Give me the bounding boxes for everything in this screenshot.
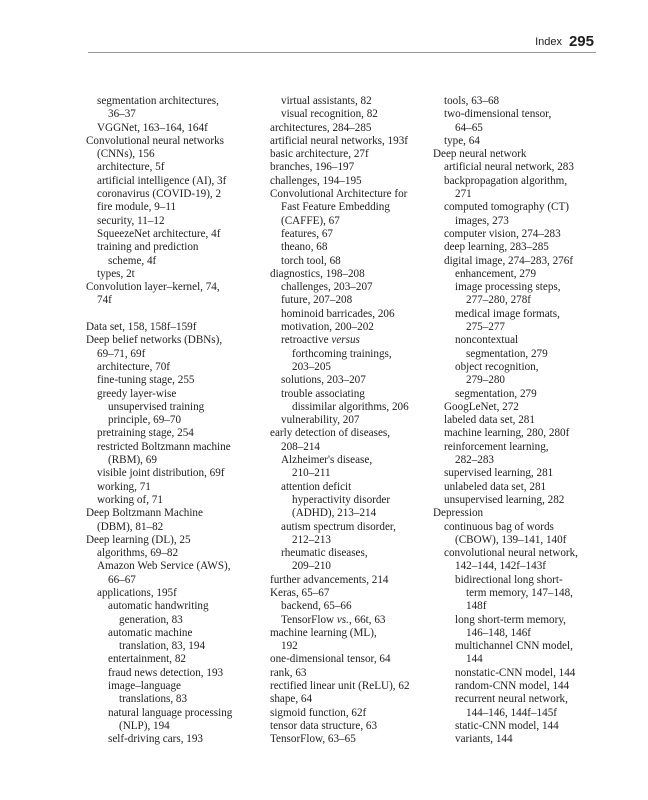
index-entry: working, 71 — [97, 480, 151, 493]
index-entry-continuation: forthcoming trainings, — [292, 347, 392, 360]
index-entry: unlabeled data set, 281 — [444, 480, 547, 493]
index-entry: sigmoid function, 62f — [270, 706, 367, 719]
index-entry: Deep belief networks (DBNs), — [86, 334, 223, 347]
index-entry: training and prediction — [97, 241, 199, 254]
index-entry: SqueezeNet architecture, 4f — [97, 227, 221, 240]
index-entry: shape, 64 — [270, 693, 313, 706]
index-entry: bidirectional long short- — [455, 573, 563, 586]
index-entry-continuation: Fast Feature Embedding — [281, 201, 390, 214]
index-entry: diagnostics, 198–208 — [270, 267, 365, 280]
index-entry-continuation: 271 — [455, 188, 472, 201]
index-entry: multichannel CNN model, — [455, 640, 573, 653]
index-entry: restricted Boltzmann machine — [97, 440, 231, 453]
index-entry: TensorFlow vs., 66t, 63 — [281, 613, 386, 626]
index-entry-continuation: term memory, 147–148, — [466, 586, 573, 599]
index-entry: Convolution layer–kernel, 74, — [86, 281, 220, 294]
index-entry: artificial neural network, 283 — [444, 161, 574, 174]
index-entry: computed tomography (CT) — [444, 201, 569, 214]
page-number: 295 — [568, 33, 594, 50]
index-entry: tools, 63–68 — [444, 95, 500, 107]
index-entry: retroactive versus — [281, 334, 360, 347]
index-entry: algorithms, 69–82 — [97, 547, 179, 560]
index-entry: type, 64 — [444, 134, 480, 147]
index-entry: segmentation architectures, — [97, 95, 219, 107]
index-entry: machine learning (ML), — [270, 626, 377, 639]
index-entry: Alzheimer's disease, — [281, 454, 373, 467]
index-entry: continuous bag of words — [444, 520, 554, 533]
index-entry: VGGNet, 163–164, 164f — [97, 121, 208, 134]
index-entry-continuation: 74f — [97, 294, 112, 307]
index-entry-continuation: 208–214 — [281, 440, 320, 453]
index-entry: branches, 196–197 — [270, 161, 355, 174]
index-entry-continuation: 203–205 — [292, 360, 331, 373]
index-entry-continuation: 142–144, 142f–143f — [455, 560, 546, 573]
index-entry: random-CNN model, 144 — [455, 680, 570, 693]
index-entry-continuation: (RBM), 69 — [108, 454, 157, 467]
index-entry: features, 67 — [281, 227, 333, 240]
index-entry-continuation: 282–283 — [455, 454, 494, 467]
index-entry: Deep learning (DL), 25 — [86, 533, 191, 546]
index-entry-continuation: hyperactivity disorder — [292, 493, 391, 506]
index-entry: virtual assistants, 82 — [281, 95, 372, 107]
index-entry: Convolutional Architecture for — [270, 188, 408, 201]
index-column-1 — [86, 95, 260, 747]
index-entry: Convolutional neural networks — [86, 134, 224, 147]
index-entry: natural language processing — [108, 706, 233, 719]
index-entry: tensor data structure, 63 — [270, 719, 378, 732]
index-entry: rank, 63 — [270, 666, 307, 679]
index-entry: autism spectrum disorder, — [281, 520, 396, 533]
index-entry: variants, 144 — [455, 733, 513, 746]
index-entry-continuation: 66–67 — [108, 573, 136, 586]
index-entry: challenges, 194–195 — [270, 174, 362, 187]
index-entry: medical image formats, — [455, 307, 560, 320]
index-entry-continuation: 212–213 — [292, 533, 331, 546]
index-entry: pretraining stage, 254 — [97, 427, 194, 440]
index-entry-continuation: 144 — [466, 653, 483, 666]
index-entry: recurrent neural network, — [455, 693, 568, 706]
index-entry-continuation: 275–277 — [466, 321, 505, 334]
index-entry-continuation: 36–37 — [108, 108, 136, 121]
index-entry: unsupervised learning, 282 — [444, 493, 565, 506]
index-entry: GoogLeNet, 272 — [444, 400, 519, 413]
index-entry-continuation: 148f — [466, 600, 487, 613]
index-entry-continuation: (ADHD), 213–214 — [292, 507, 377, 520]
index-entry-continuation: 277–280, 278f — [466, 294, 531, 307]
index-entry: Data set, 158, 158f–159f — [86, 321, 197, 334]
index-entry: automatic handwriting — [108, 600, 209, 613]
index-entry: applications, 195f — [97, 586, 177, 599]
index-entry-continuation: generation, 83 — [119, 613, 183, 626]
index-entry-continuation: 210–211 — [292, 467, 331, 480]
index-entry: object recognition, — [455, 360, 539, 373]
index-entry: long short-term memory, — [455, 613, 566, 626]
index-entry: computer vision, 274–283 — [444, 227, 561, 240]
index-entry: artificial neural networks, 193f — [270, 134, 408, 147]
index-entry: vulnerability, 207 — [281, 414, 360, 427]
index-entry-continuation: unsupervised training — [108, 400, 205, 413]
index-entry: further advancements, 214 — [270, 573, 389, 586]
index-entry: security, 11–12 — [97, 214, 165, 227]
index-entry: Depression — [433, 507, 484, 520]
index-entry-continuation: translations, 83 — [119, 693, 188, 706]
index-entry: fine-tuning stage, 255 — [97, 374, 195, 387]
index-entry: backend, 65–66 — [281, 600, 352, 613]
index-entry: working of, 71 — [97, 493, 163, 506]
header-label: Index — [535, 36, 562, 48]
index-entry: coronavirus (COVID-19), 2 — [97, 188, 222, 201]
index-entry: image processing steps, — [455, 281, 561, 294]
index-entry: reinforcement learning, — [444, 440, 549, 453]
index-entry: attention deficit — [281, 480, 352, 493]
index-entry-continuation: (NLP), 194 — [119, 719, 170, 732]
index-entry-continuation: 209–210 — [292, 560, 331, 573]
index-entry: two-dimensional tensor, — [444, 108, 552, 121]
index-entry: noncontextual — [455, 334, 519, 347]
index-entry: basic architecture, 27f — [270, 148, 369, 161]
index-entry: architectures, 284–285 — [270, 121, 372, 134]
index-entry: motivation, 200–202 — [281, 321, 374, 334]
index-entry: deep learning, 283–285 — [444, 241, 549, 254]
index-entry-continuation: images, 273 — [455, 214, 509, 227]
index-entry: image–language — [108, 680, 182, 693]
index-entry: fire module, 9–11 — [97, 201, 177, 214]
index-entry-continuation: 64–65 — [455, 121, 483, 134]
index-entry: theano, 68 — [281, 241, 328, 254]
index-entry: rectified linear unit (ReLU), 62 — [270, 680, 410, 693]
index-entry-continuation: (CNNs), 156 — [97, 148, 155, 161]
index-entry: digital image, 274–283, 276f — [444, 254, 574, 267]
index-entry: future, 207–208 — [281, 294, 353, 307]
index-entry: supervised learning, 281 — [444, 467, 554, 480]
section-gap — [86, 308, 260, 321]
index-entry: nonstatic-CNN model, 144 — [455, 666, 576, 679]
index-entry: artificial intelligence (AI), 3f — [97, 174, 227, 187]
index-entry: machine learning, 280, 280f — [444, 427, 570, 440]
index-entry-continuation: principle, 69–70 — [108, 414, 182, 427]
index-entry-continuation: 192 — [281, 640, 298, 653]
index-entry: self-driving cars, 193 — [108, 733, 203, 746]
index-entry-continuation: 146–148, 146f — [466, 626, 531, 639]
index-entry: types, 2t — [97, 267, 135, 280]
index-entry: trouble associating — [281, 387, 365, 400]
index-entry: automatic machine — [108, 626, 193, 639]
index-entry: static-CNN model, 144 — [455, 719, 559, 732]
index-entry: visible joint distribution, 69f — [97, 467, 225, 480]
index-entry: fraud news detection, 193 — [108, 666, 224, 679]
index-entry: entertainment, 82 — [108, 653, 186, 666]
index-entry: solutions, 203–207 — [281, 374, 366, 387]
index-entry-continuation: 144–146, 144f–145f — [466, 706, 557, 719]
index-entry: hominoid barricades, 206 — [281, 307, 395, 320]
index-entry-continuation: scheme, 4f — [108, 254, 157, 267]
index-entry-continuation: 69–71, 69f — [97, 347, 146, 360]
index-entry: early detection of diseases, — [270, 427, 391, 440]
index-entry: challenges, 203–207 — [281, 281, 373, 294]
index-entry: Amazon Web Service (AWS), — [97, 560, 231, 573]
index-entry: convolutional neural network, — [444, 547, 578, 560]
index-entry: enhancement, 279 — [455, 267, 537, 280]
index-entry: torch tool, 68 — [281, 254, 341, 267]
index-entry: architecture, 5f — [97, 161, 165, 174]
index-entry: segmentation, 279 — [455, 387, 537, 400]
index-entry: labeled data set, 281 — [444, 414, 535, 427]
index-entry: Keras, 65–67 — [270, 586, 330, 599]
index-entry: rheumatic diseases, — [281, 547, 368, 560]
index-entry-continuation: (CBOW), 139–141, 140f — [455, 533, 567, 546]
index-entry-continuation: translation, 83, 194 — [119, 640, 206, 653]
index-entry-continuation: (CAFFE), 67 — [281, 214, 340, 227]
index-entry: one-dimensional tensor, 64 — [270, 653, 391, 666]
running-header — [88, 32, 596, 53]
index-column-2 — [270, 95, 430, 747]
index-entry: architecture, 70f — [97, 360, 170, 373]
index-entry: visual recognition, 82 — [281, 108, 378, 121]
index-entry-continuation: dissimilar algorithms, 206 — [292, 400, 409, 413]
index-entry: greedy layer-wise — [97, 387, 177, 400]
index-entry-continuation: segmentation, 279 — [466, 347, 548, 360]
index-column-3 — [433, 95, 601, 747]
index-entry: Deep Boltzmann Machine — [86, 507, 203, 520]
index-entry: backpropagation algorithm, — [444, 174, 568, 187]
index-entry-continuation: (DBM), 81–82 — [97, 520, 164, 533]
index-entry-continuation: 279–280 — [466, 374, 505, 387]
index-entry: Deep neural network — [433, 148, 527, 161]
index-entry: TensorFlow, 63–65 — [270, 733, 356, 746]
